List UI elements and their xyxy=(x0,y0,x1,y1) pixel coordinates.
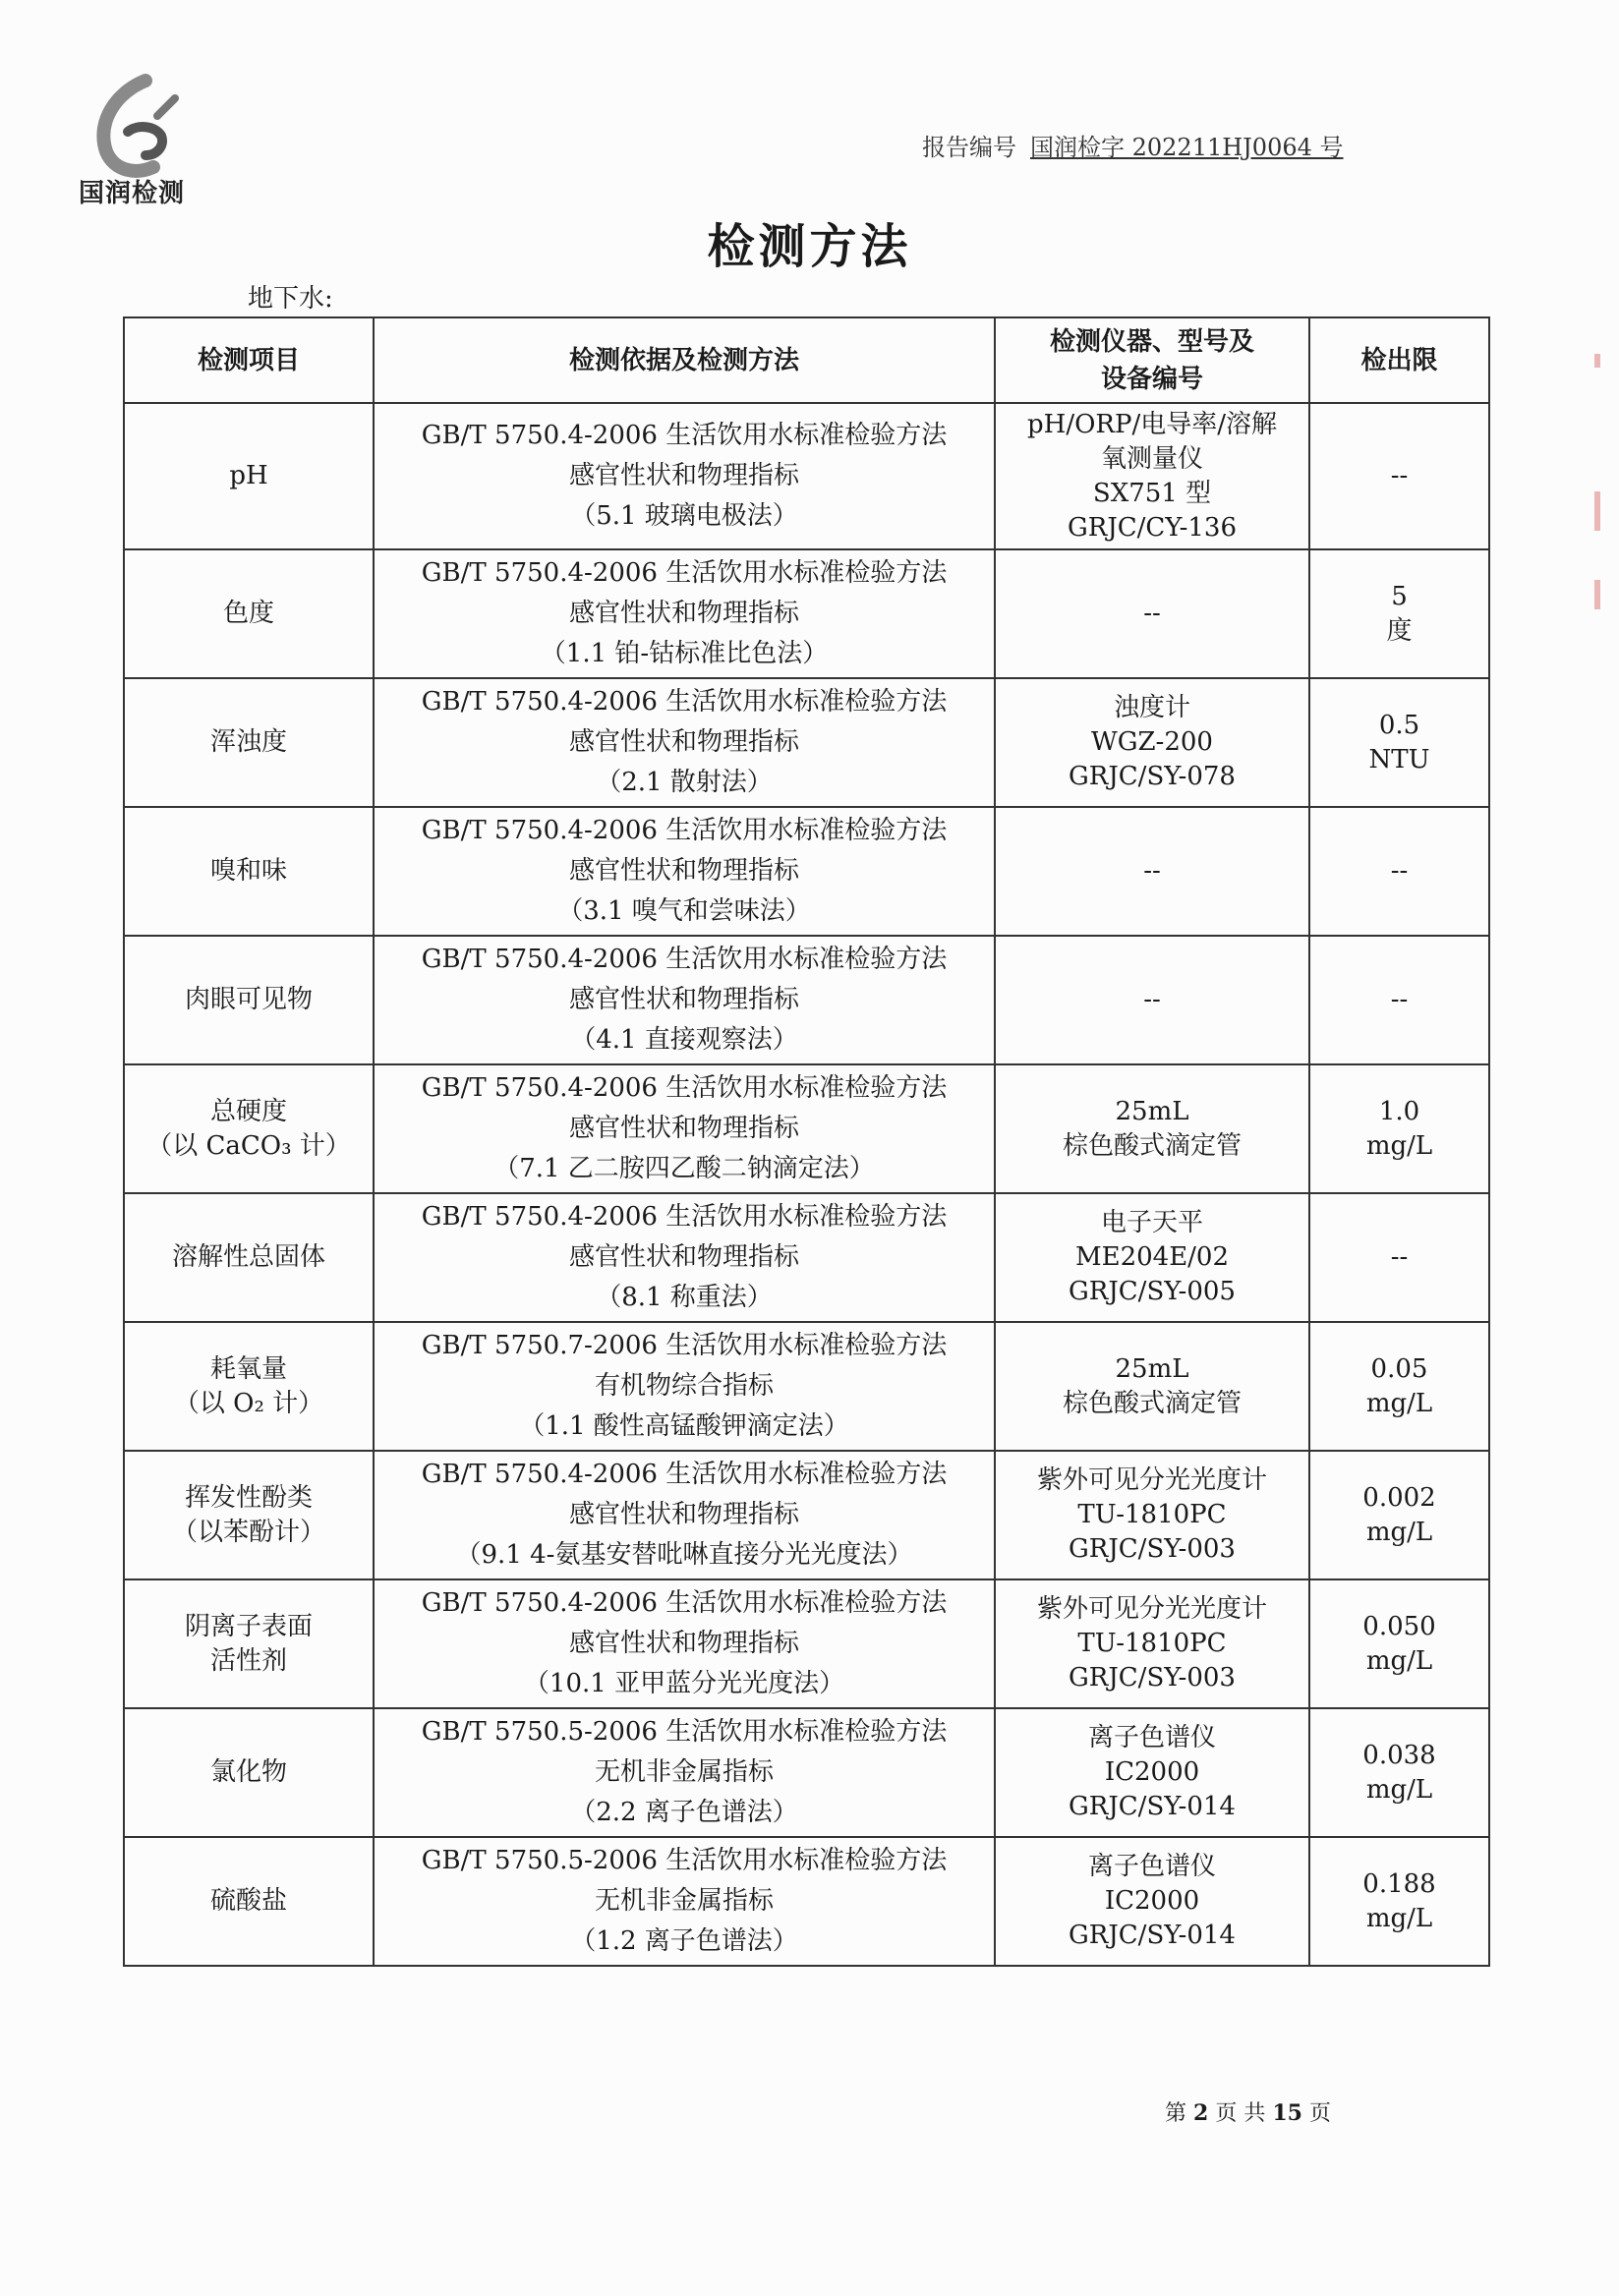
method-cell-line: GB/T 5750.4-2006 生活饮用水标准检验方法 xyxy=(421,1202,948,1232)
logo-text: 国润检测 xyxy=(79,179,186,208)
instrument-cell-line: 棕色酸式滴定管 xyxy=(1062,1388,1242,1418)
instrument-cell xyxy=(995,807,1309,936)
instrument-cell-line: IC2000 xyxy=(1104,1886,1200,1916)
instrument-cell xyxy=(995,1451,1309,1579)
limit-cell-line: -- xyxy=(1390,985,1409,1014)
table-row xyxy=(124,1708,1489,1837)
table-row xyxy=(124,1064,1489,1193)
instrument-cell-line: 紫外可见分光光度计 xyxy=(1036,1465,1267,1495)
instrument-cell-line: 棕色酸式滴定管 xyxy=(1062,1130,1242,1161)
method-cell-line: 感官性状和物理指标 xyxy=(568,1242,799,1272)
instrument-cell xyxy=(995,936,1309,1064)
method-cell-line: 有机物综合指标 xyxy=(594,1371,774,1401)
instrument-cell-line: ME204E/02 xyxy=(1074,1242,1230,1272)
item-cell xyxy=(124,1064,374,1193)
instrument-cell-line: 氧测量仪 xyxy=(1100,443,1203,474)
method-cell-line: （1.1 铂-钴标准比色法） xyxy=(540,639,829,668)
method-cell-line: GB/T 5750.4-2006 生活饮用水标准检验方法 xyxy=(421,558,948,588)
item-cell xyxy=(124,936,374,1064)
limit-cell xyxy=(1309,549,1489,678)
scan-mark xyxy=(1594,580,1600,609)
method-cell xyxy=(374,807,995,936)
method-cell-line: （5.1 玻璃电极法） xyxy=(570,501,798,531)
instrument-cell xyxy=(995,1193,1309,1322)
limit-cell-line: -- xyxy=(1390,856,1409,886)
item-cell-line: 色度 xyxy=(222,599,274,628)
instrument-cell-line: GRJC/CY-136 xyxy=(1067,512,1238,543)
table-row xyxy=(124,1451,1489,1579)
instrument-cell-line: GRJC/SY-078 xyxy=(1069,762,1236,791)
limit-cell-line: mg/L xyxy=(1365,1388,1433,1418)
header-item: 检测项目 xyxy=(124,317,374,403)
item-cell xyxy=(124,678,374,807)
method-cell-line: （1.1 酸性高锰酸钾滴定法） xyxy=(519,1411,849,1441)
limit-cell xyxy=(1309,936,1489,1064)
header-method: 检测依据及检测方法 xyxy=(374,317,995,403)
instrument-cell-line: 25mL xyxy=(1115,1353,1189,1384)
method-cell-line: 无机非金属指标 xyxy=(594,1886,774,1916)
instrument-cell-line: 电子天平 xyxy=(1100,1208,1203,1237)
method-cell xyxy=(374,549,995,678)
table-row xyxy=(124,678,1489,807)
method-cell xyxy=(374,1837,995,1966)
item-cell xyxy=(124,1193,374,1322)
instrument-cell-line: 离子色谱仪 xyxy=(1087,1852,1216,1881)
instrument-cell xyxy=(995,549,1309,678)
method-cell-line: 无机非金属指标 xyxy=(594,1757,774,1787)
methods-table xyxy=(123,316,1490,1967)
table-row xyxy=(124,403,1489,549)
item-cell xyxy=(124,1708,374,1837)
limit-cell-line: NTU xyxy=(1368,744,1430,775)
item-cell-line: 嗅和味 xyxy=(209,856,287,886)
item-cell-line: 挥发性酚类 xyxy=(184,1482,313,1513)
item-cell-line: 总硬度 xyxy=(209,1096,287,1126)
instrument-cell-line: 浊度计 xyxy=(1113,693,1190,722)
limit-cell-line: 0.050 xyxy=(1362,1611,1436,1641)
section-label: 地下水: xyxy=(248,284,333,314)
method-cell-line: 感官性状和物理指标 xyxy=(568,856,799,886)
limit-cell-line: 1.0 xyxy=(1378,1096,1420,1126)
method-cell-line: 感官性状和物理指标 xyxy=(568,1114,799,1143)
limit-cell xyxy=(1309,1837,1489,1966)
limit-cell-line: mg/L xyxy=(1365,1130,1433,1161)
limit-cell xyxy=(1309,1579,1489,1708)
table-row xyxy=(124,1193,1489,1322)
limit-cell-line: 0.002 xyxy=(1362,1482,1436,1513)
item-cell xyxy=(124,1322,374,1451)
table-row xyxy=(124,807,1489,936)
limit-cell-line: 0.038 xyxy=(1362,1740,1436,1770)
item-cell-line: 活性剂 xyxy=(209,1645,287,1676)
page-title: 检测方法 xyxy=(707,219,912,274)
method-cell-line: （10.1 亚甲蓝分光光度法） xyxy=(523,1669,845,1698)
item-cell-line: 耗氧量 xyxy=(209,1353,287,1384)
table-row xyxy=(124,1579,1489,1708)
limit-cell xyxy=(1309,1064,1489,1193)
limit-cell xyxy=(1309,1322,1489,1451)
method-cell-line: 感官性状和物理指标 xyxy=(568,727,799,757)
footer-mid: 页 共 xyxy=(1215,2101,1266,2126)
method-cell-line: 感官性状和物理指标 xyxy=(568,1629,799,1658)
footer-page-total: 15 xyxy=(1272,2100,1302,2126)
method-cell-line: 感官性状和物理指标 xyxy=(568,1500,799,1529)
item-cell-line: 阴离子表面 xyxy=(184,1611,313,1641)
instrument-cell xyxy=(995,1064,1309,1193)
method-cell-line: GB/T 5750.4-2006 生活饮用水标准检验方法 xyxy=(421,816,948,845)
header-instrument xyxy=(995,317,1309,403)
item-cell xyxy=(124,1579,374,1708)
limit-cell-line: mg/L xyxy=(1365,1774,1433,1805)
instrument-cell-line: WGZ-200 xyxy=(1091,727,1213,757)
method-cell xyxy=(374,1322,995,1451)
method-cell-line: （2.1 散射法） xyxy=(596,768,773,797)
limit-cell xyxy=(1309,807,1489,936)
method-cell-line: GB/T 5750.5-2006 生活饮用水标准检验方法 xyxy=(421,1846,948,1875)
item-cell-line: 硫酸盐 xyxy=(209,1886,287,1916)
limit-cell xyxy=(1309,403,1489,549)
instrument-cell-line: TU-1810PC xyxy=(1077,1500,1227,1529)
limit-cell-line: mg/L xyxy=(1365,1645,1433,1676)
instrument-cell-line: GRJC/SY-005 xyxy=(1069,1277,1236,1306)
method-cell-line: （4.1 直接观察法） xyxy=(570,1025,798,1055)
table-row xyxy=(124,1322,1489,1451)
method-cell-line: GB/T 5750.7-2006 生活饮用水标准检验方法 xyxy=(421,1331,948,1360)
item-cell-line: 氯化物 xyxy=(209,1757,287,1787)
item-cell-line: （以苯酚计） xyxy=(171,1517,325,1547)
limit-cell-line: -- xyxy=(1390,461,1409,490)
method-cell-line: （2.2 离子色谱法） xyxy=(570,1798,798,1827)
method-cell xyxy=(374,1193,995,1322)
method-cell xyxy=(374,1451,995,1579)
instrument-cell-line: GRJC/SY-014 xyxy=(1069,1792,1236,1821)
method-cell xyxy=(374,1579,995,1708)
item-cell xyxy=(124,1837,374,1966)
instrument-cell-line: GRJC/SY-014 xyxy=(1069,1921,1236,1950)
header-instrument-line: 设备编号 xyxy=(1100,364,1203,394)
limit-cell-line: 0.188 xyxy=(1362,1868,1436,1899)
method-cell xyxy=(374,678,995,807)
instrument-cell xyxy=(995,1708,1309,1837)
method-cell-line: GB/T 5750.4-2006 生活饮用水标准检验方法 xyxy=(421,1073,948,1103)
method-cell-line: GB/T 5750.4-2006 生活饮用水标准检验方法 xyxy=(421,687,948,717)
limit-cell-line: 0.5 xyxy=(1378,710,1420,740)
footer-prefix: 第 xyxy=(1165,2101,1187,2126)
method-cell-line: GB/T 5750.4-2006 生活饮用水标准检验方法 xyxy=(421,1460,948,1489)
item-cell-line: pH xyxy=(229,461,268,490)
method-cell-line: （9.1 4-氨基安替吡啉直接分光光度法） xyxy=(455,1540,913,1570)
limit-cell xyxy=(1309,678,1489,807)
item-cell xyxy=(124,549,374,678)
instrument-cell-line: TU-1810PC xyxy=(1077,1629,1227,1658)
item-cell-line: 浑浊度 xyxy=(209,727,287,757)
item-cell xyxy=(124,807,374,936)
method-cell xyxy=(374,1064,995,1193)
item-cell xyxy=(124,1451,374,1579)
limit-cell-line: mg/L xyxy=(1365,1517,1433,1547)
item-cell xyxy=(124,403,374,549)
item-cell-line: （以 O₂ 计） xyxy=(173,1388,324,1418)
method-cell-line: 感官性状和物理指标 xyxy=(568,461,799,490)
instrument-cell xyxy=(995,1579,1309,1708)
instrument-cell xyxy=(995,403,1309,549)
limit-cell xyxy=(1309,1708,1489,1837)
method-cell-line: 感官性状和物理指标 xyxy=(568,599,799,628)
limit-cell-line: -- xyxy=(1390,1242,1409,1272)
page-footer xyxy=(1165,2096,1331,2127)
method-cell xyxy=(374,403,995,549)
report-number-value: 国润检字 202211HJ0064 号 xyxy=(1030,134,1344,161)
table-row xyxy=(124,1837,1489,1966)
instrument-cell xyxy=(995,678,1309,807)
table-header-row xyxy=(124,317,1489,403)
instrument-cell-line: 25mL xyxy=(1115,1096,1189,1126)
method-cell-line: GB/T 5750.5-2006 生活饮用水标准检验方法 xyxy=(421,1717,948,1747)
item-cell-line: 肉眼可见物 xyxy=(184,985,313,1014)
item-cell-line: （以 CaCO₃ 计） xyxy=(146,1130,351,1161)
limit-cell-line: 0.05 xyxy=(1370,1353,1428,1384)
table-row xyxy=(124,549,1489,678)
instrument-cell xyxy=(995,1322,1309,1451)
method-cell-line: （3.1 嗅气和尝味法） xyxy=(557,896,811,926)
instrument-cell-line: -- xyxy=(1143,599,1161,628)
method-cell xyxy=(374,1708,995,1837)
instrument-cell-line: GRJC/SY-003 xyxy=(1069,1534,1236,1564)
table-row xyxy=(124,936,1489,1064)
instrument-cell-line: GRJC/SY-003 xyxy=(1069,1663,1236,1693)
method-cell-line: GB/T 5750.4-2006 生活饮用水标准检验方法 xyxy=(421,1588,948,1618)
scan-mark xyxy=(1594,491,1600,531)
instrument-cell-line: pH/ORP/电导率/溶解 xyxy=(1027,409,1277,439)
header-limit: 检出限 xyxy=(1309,317,1489,403)
footer-page-current: 2 xyxy=(1193,2100,1209,2126)
limit-cell-line: 度 xyxy=(1386,615,1413,646)
method-cell-line: （8.1 称重法） xyxy=(596,1283,773,1312)
limit-cell xyxy=(1309,1451,1489,1579)
method-cell-line: （1.2 离子色谱法） xyxy=(570,1926,798,1956)
limit-cell xyxy=(1309,1193,1489,1322)
header-instrument-line: 检测仪器、型号及 xyxy=(1049,326,1254,357)
report-number-label: 报告编号 xyxy=(922,134,1016,161)
instrument-cell-line: IC2000 xyxy=(1104,1757,1200,1787)
report-number xyxy=(922,128,1344,162)
method-cell-line: GB/T 5750.4-2006 生活饮用水标准检验方法 xyxy=(421,945,948,974)
footer-suffix: 页 xyxy=(1308,2101,1331,2126)
limit-cell-line: mg/L xyxy=(1365,1903,1433,1933)
instrument-cell-line: -- xyxy=(1143,856,1161,886)
scan-mark xyxy=(1594,354,1600,368)
instrument-cell-line: 紫外可见分光光度计 xyxy=(1036,1594,1267,1624)
limit-cell-line: 5 xyxy=(1391,581,1408,611)
method-cell xyxy=(374,936,995,1064)
instrument-cell-line: SX751 型 xyxy=(1092,478,1212,508)
instrument-cell-line: -- xyxy=(1143,985,1161,1014)
instrument-cell xyxy=(995,1837,1309,1966)
method-cell-line: （7.1 乙二胺四乙酸二钠滴定法） xyxy=(493,1154,875,1183)
method-cell-line: 感官性状和物理指标 xyxy=(568,985,799,1014)
instrument-cell-line: 离子色谱仪 xyxy=(1087,1723,1216,1752)
method-cell-line: GB/T 5750.4-2006 生活饮用水标准检验方法 xyxy=(421,421,948,450)
item-cell-line: 溶解性总固体 xyxy=(171,1242,325,1272)
